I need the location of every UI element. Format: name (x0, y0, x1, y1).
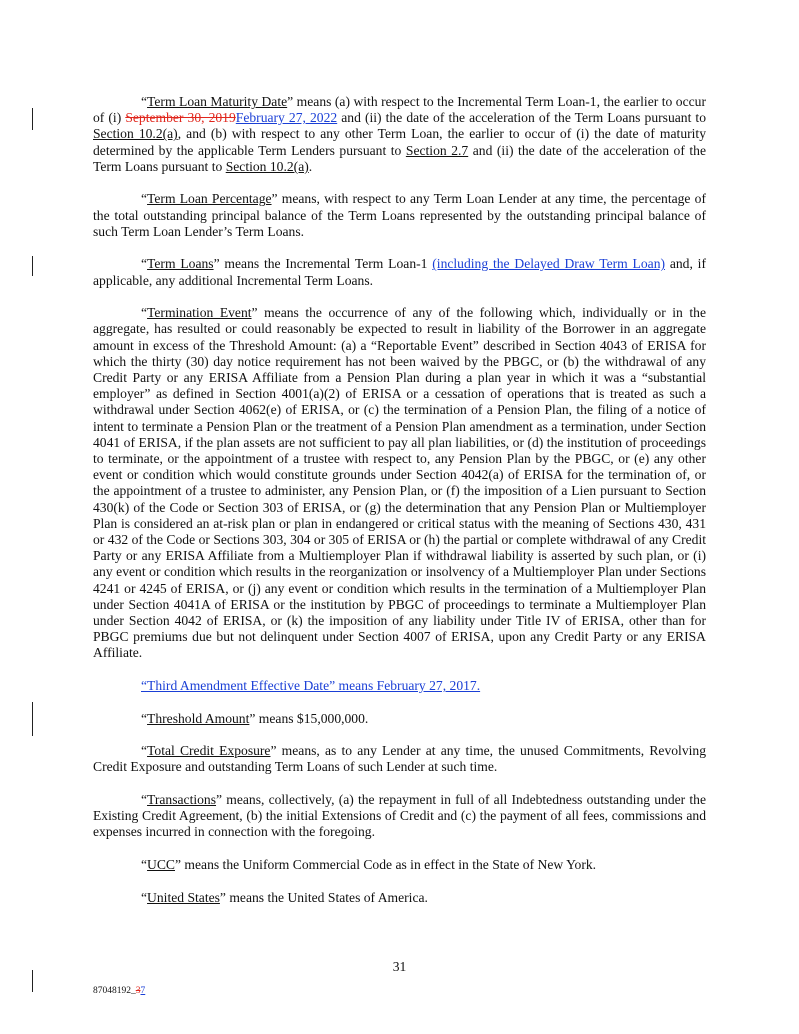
deleted-version: 3 (135, 986, 141, 996)
change-bar (32, 108, 33, 130)
open-quote: “ (141, 743, 148, 759)
open-quote: “ (141, 94, 148, 109)
definition-text: ” means the United States of America. (219, 889, 428, 905)
document-page (93, 94, 706, 922)
open-quote: “ (141, 256, 148, 272)
definition-text: ” means, with respect to any Term Loan Lender at any time, the percentage of the total outstanding principal balance of the Term Loans represented by the outstanding principal balance of such Term Loan Lender’s Term Loans. (93, 191, 706, 239)
defined-term: Term Loans (147, 256, 214, 272)
change-bar (32, 702, 33, 736)
definition-text: ” means, collectively, (a) the repayment in full of all Indebtedness outstanding under the Existing Credit Agreement, (b) the initial Extensions of Credit and (c) the payment of all fees, commissions and expenses incurred in connection with the foregoing. (93, 792, 706, 840)
open-quote: “ (141, 710, 148, 726)
open-quote: “ (141, 792, 148, 808)
defined-term: Transactions (147, 792, 217, 808)
defined-term: Term Loan Percentage (147, 191, 272, 207)
document-id (93, 986, 145, 996)
defined-term: Term Loan Maturity Date (147, 94, 288, 109)
definition-third-amendment-effective-date (93, 678, 706, 694)
section-reference: Section 2.7 (405, 142, 469, 158)
definition-united-states (93, 890, 706, 906)
definition-text: and (ii) the date of the acceleration of the Term Loans pursuant to (93, 142, 706, 174)
definition-text: ” means, as to any Lender at any time, the unused Commitments, Revolving Credit Exposure and outstanding Term Loans of such Lender at such time. (93, 743, 706, 775)
definition-text: and (ii) the date of the acceleration of the Term Loans pursuant to (337, 110, 707, 126)
definition-term-loan-maturity-date (93, 94, 706, 175)
section-reference: Section 10.2(a) (93, 126, 178, 142)
definition-threshold-amount (93, 711, 706, 727)
defined-term: Total Credit Exposure (147, 743, 271, 759)
open-quote: “ (141, 889, 148, 905)
open-quote: “ (141, 305, 148, 321)
defined-term: Termination Event (147, 305, 252, 321)
change-bar (32, 256, 33, 276)
definition-term-loans (93, 256, 706, 288)
definition-text: and, if applicable, any additional Incremental Term Loans. (93, 256, 706, 288)
section-reference: Section 10.2(a) (225, 158, 309, 174)
open-quote: “ (141, 191, 148, 207)
inserted-version: 7 (140, 986, 146, 996)
defined-term: UCC (147, 857, 175, 873)
defined-term: United States (147, 889, 220, 905)
defined-term: Threshold Amount (147, 710, 250, 726)
document-id-number: 87048192_ (93, 986, 136, 996)
definition-text: , and (b) with respect to any other Term Loan, the earlier to occur of (i) the date of maturity determined by the applicable Term Lenders pursuant to (93, 126, 706, 158)
inserted-text: February 27, 2022 (235, 110, 338, 126)
definition-text: ” means $15,000,000. (249, 710, 369, 726)
inserted-text: “Third Amendment Effective Date” means February 27, 2017. (141, 678, 481, 694)
definition-text: ” means the Uniform Commercial Code as in effect in the State of New York. (175, 857, 597, 873)
definition-transactions (93, 792, 706, 841)
definition-text: ” means (a) with respect to the Incremental Term Loan-1, the earlier to occur of (i) (93, 94, 706, 126)
definition-ucc (93, 857, 706, 873)
definition-termination-event (93, 305, 706, 661)
definition-total-credit-exposure (93, 743, 706, 775)
page-number: 31 (392, 959, 407, 974)
definition-text: ” means the occurrence of any of the following which, individually or in the aggregate, has resulted or could reasonably be expected to result in liability of the Borrower in an aggregate amount in excess of the Threshold Amount: (a) a “Reportable Event” described in Section 4043 of ERISA for which the thirty (30) day notice requirement has not been waived by the PBGC, or (b) the withdrawal of any Credit Party or any ERISA Affiliate from a Pension Plan during a plan year in which it was a “substantial employer” as defined in Section 4001(a)(2) of ERISA or a cessation of operations that is treated as such a withdrawal under Section 4062(e) of ERISA, or (c) the termination of a Pension Plan, the filing of a notice of intent to terminate a Pension Plan or the treatment of a Pension Plan amendment as a termination, under Section 4041 of ERISA, if the plan assets are not sufficient to pay all plan liabilities, or (d) the institution of proceedings to terminate, or the appointment of a trustee with respect to, any Pension Plan by the PBGC, or (e) any other event or condition which would constitute grounds under Section 4042(a) of ERISA for the termination of, or the appointment of a trustee to administer, any Pension Plan, or (f) the imposition of a Lien pursuant to Section 430(k) of the Code or Section 303 of ERISA, or (g) the determination that any Pension Plan or Multiemployer Plan is considered an at-risk plan or plan in endangered or critical status with the meaning of Sections 430, 431 or 432 of the Code or Sections 303, 304 or 305 of ERISA or (h) the partial or complete withdrawal of any Credit Party or any ERISA Affiliate from a Multiemployer Plan if withdrawal liability is asserted by such plan, or (i) any event or condition which results in the reorganization or insolvency of a Multiemployer Plan under Sections 4241 or 4245 of ERISA, or (j) any event or condition which results in the termination of a Multiemployer Plan under Section 4041A of ERISA or the institution by PBGC of proceedings to terminate a Multiemployer Plan under Section 4042 of ERISA, or (k) the imposition of any liability under Title IV of ERISA, other than for PBGC premiums due but not delinquent under Section 4007 of ERISA, upon any Credit Party or any ERISA Affiliate. (93, 305, 706, 661)
definition-term-loan-percentage (93, 191, 706, 240)
deleted-text: September 30, 2019 (125, 110, 236, 126)
definition-text: . (308, 158, 313, 174)
open-quote: “ (141, 857, 148, 873)
definition-text: ” means the Incremental Term Loan-1 (213, 256, 433, 272)
inserted-text: (including the Delayed Draw Term Loan) (432, 256, 666, 272)
